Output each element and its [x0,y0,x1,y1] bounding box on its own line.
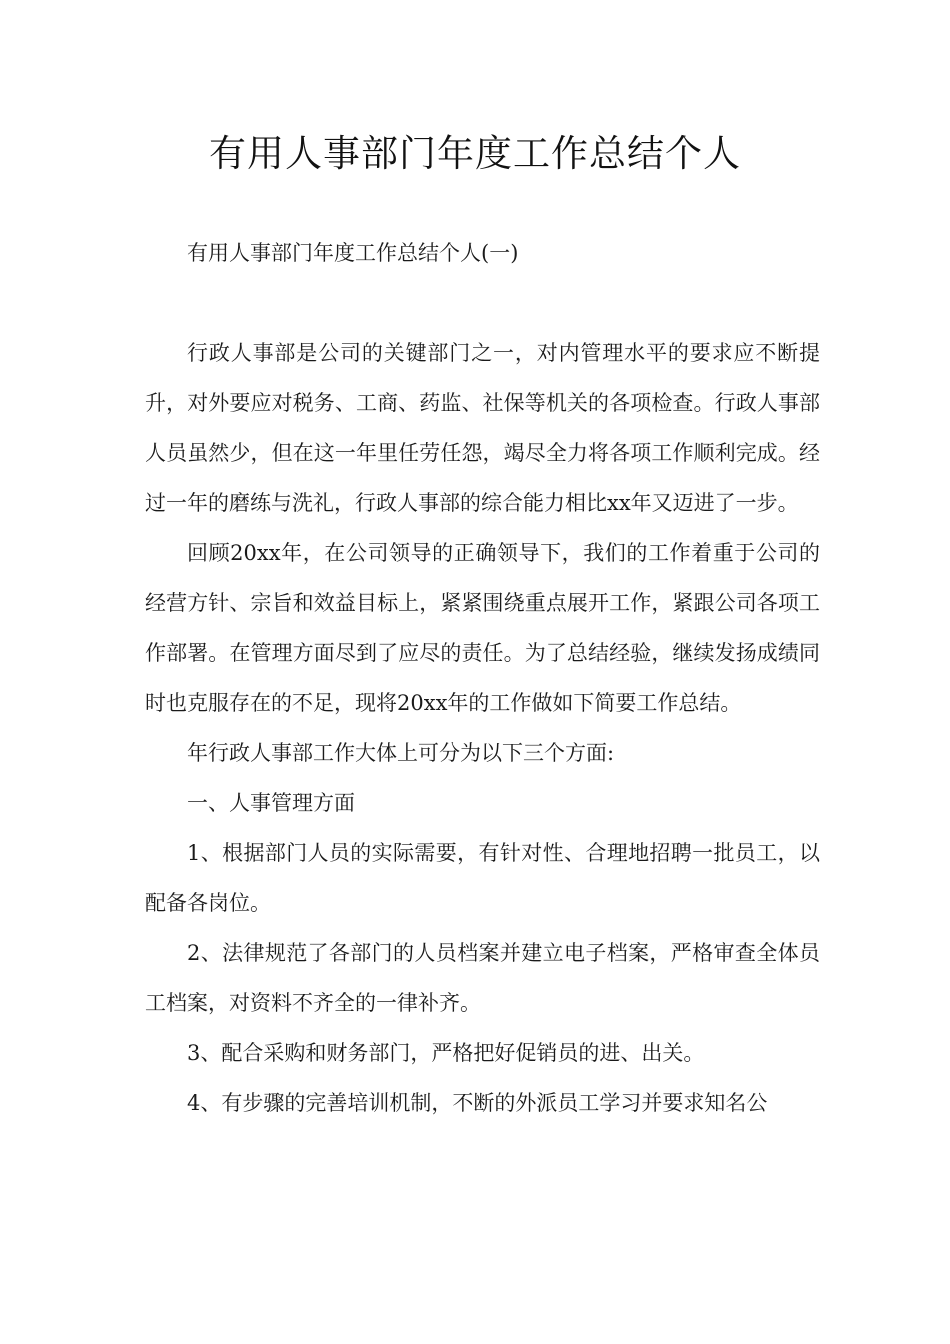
paragraph: 年行政人事部工作大体上可分为以下三个方面: [187,741,615,765]
paragraph: 行政人事部是公司的关键部门之一，对内管理水平的要求应不断提升，对外要应对税务、工商、药监、社保等机关的各项检查。行政人事部人员虽然少，但在这一年里任劳任怨，竭尽全力将各项工作顺利完成。经过一年的磨练与洗礼，行政人事部的综合能力相比xx年又迈进了一步。 [145,341,820,515]
document-title: 有用人事部门年度工作总结个人 [209,132,741,175]
paragraph: 回顾20xx年，在公司领导的正确领导下，我们的工作着重于公司的经营方针、宗旨和效益目标上，紧紧围绕重点展开工作，紧跟公司各项工作部署。在管理方面尽到了应尽的责任。为了总结经验，继续发扬成绩同时也克服存在的不足，现将20xx年的工作做如下简要工作总结。 [145,541,820,715]
list-item: 1、根据部门人员的实际需要，有针对性、合理地招聘一批员工，以配备各岗位。 [145,841,820,915]
list-item: 3、配合采购和财务部门，严格把好促销员的进、出关。 [187,1041,705,1065]
document-body [145,228,820,1128]
list-item: 2、法律规范了各部门的人员档案并建立电子档案，严格审查全体员工档案，对资料不齐全的一律补齐。 [145,941,820,1015]
document-subtitle: 有用人事部门年度工作总结个人(一) [187,241,519,265]
list-item: 4、有步骤的完善培训机制，不断的外派员工学习并要求知名公 [187,1091,768,1115]
section-heading: 一、人事管理方面 [187,791,355,815]
